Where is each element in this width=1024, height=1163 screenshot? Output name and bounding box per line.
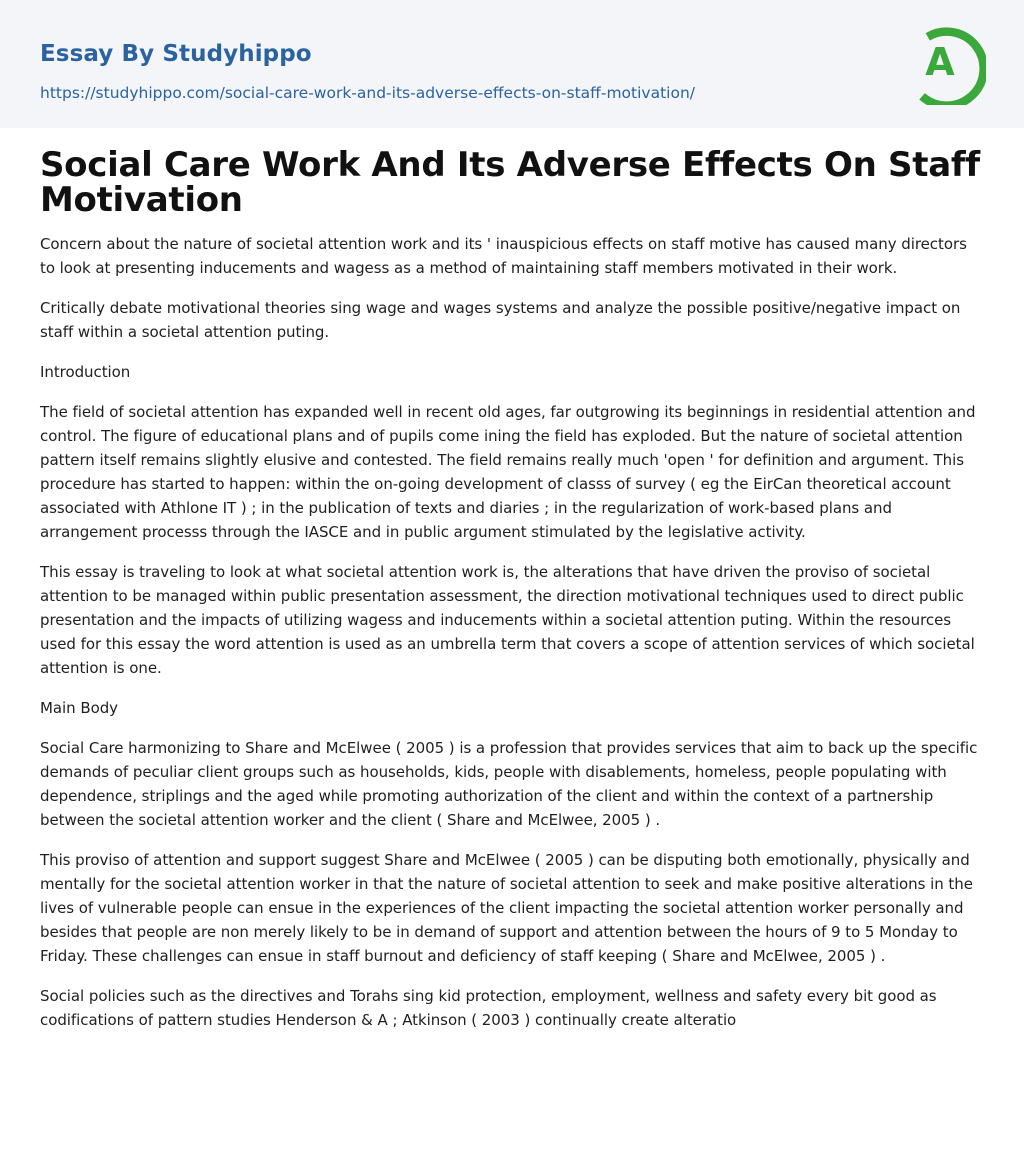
paragraph-task: Critically debate motivational theories sing wage and wages systems and analyze the possible positive/negative impact on staff within a societal attention puting. [40, 299, 961, 341]
studyhippo-logo-icon[interactable] [912, 19, 986, 105]
logo-letter: A [925, 40, 955, 84]
paragraph-social-policies: Social policies such as the directives and Torahs sing kid protection, employment, wellness and safety every bit good as codifications of pattern studies Henderson & A ; Atkinson ( 2003 ) continually create alteratio [40, 987, 937, 1029]
paragraph-essay-scope: This essay is traveling to look at what societal attention work is, the alterations that have driven the proviso of societal attention to be managed within public presentation assessment, the direction motivational techniques used to direct public presentation and the impacts of utilizing wagess and inducements within a societal attention puting. Within the resources used for this essay the word attention is used as an umbrella term that covers a scope of attention services of which societal attention is one. [40, 563, 975, 677]
site-brand[interactable]: Essay By Studyhippo [40, 41, 312, 67]
paragraph-challenges: This proviso of attention and support suggest Share and McElwee ( 2005 ) can be disputing both emotionally, physically and mentally for the societal attention worker in that the nature of societal attention to seek and make positive alterations in the lives of vulnerable people can ensue in the experiences of the client impacting the societal attention worker personally and besides that people are non merely likely to be in demand of support and attention between the hours of 9 to 5 Monday to Friday. These challenges can ensue in staff burnout and deficiency of staff keeping ( Share and McElwee, 2005 ) . [40, 851, 973, 965]
site-header [0, 0, 1024, 128]
paragraph-intro-concern: Concern about the nature of societal attention work and its ' inauspicious effects on staff motive has caused many directors to look at presenting inducements and wagess as a method of maintaining staff members motivated in their work. [40, 235, 967, 277]
paragraph-field: The field of societal attention has expanded well in recent old ages, far outgrowing its beginnings in residential attention and control. The figure of educational plans and of pupils come ining the field has exploded. But the nature of societal attention pattern itself remains slightly elusive and contested. The field remains really much 'open ' for definition and argument. This procedure has started to happen: within the on-going development of classs of survey ( eg the EirCan theoretical account associated with Athlone IT ) ; in the publication of texts and diaries ; in the regularization of work-based plans and arrangement processs through the IASCE and in public argument stimulated by the legislative activity. [40, 403, 976, 541]
article-url[interactable]: https://studyhippo.com/social-care-work-and-its-adverse-effects-on-staff-motivation/ [40, 84, 695, 102]
section-heading-main-body: Main Body [40, 699, 118, 717]
section-heading-introduction: Introduction [40, 363, 131, 381]
article-title: Social Care Work And Its Adverse Effects On Staff Motivation [40, 145, 980, 220]
article-content [40, 145, 984, 1048]
paragraph-social-care-definition: Social Care harmonizing to Share and McElwee ( 2005 ) is a profession that provides services that aim to back up the specific demands of peculiar client groups such as households, kids, people with disablements, homeless, people populating with dependence, striplings and the aged while promoting authorization of the client and within the context of a partnership between the societal attention worker and the client ( Share and McElwee, 2005 ) . [40, 739, 978, 829]
